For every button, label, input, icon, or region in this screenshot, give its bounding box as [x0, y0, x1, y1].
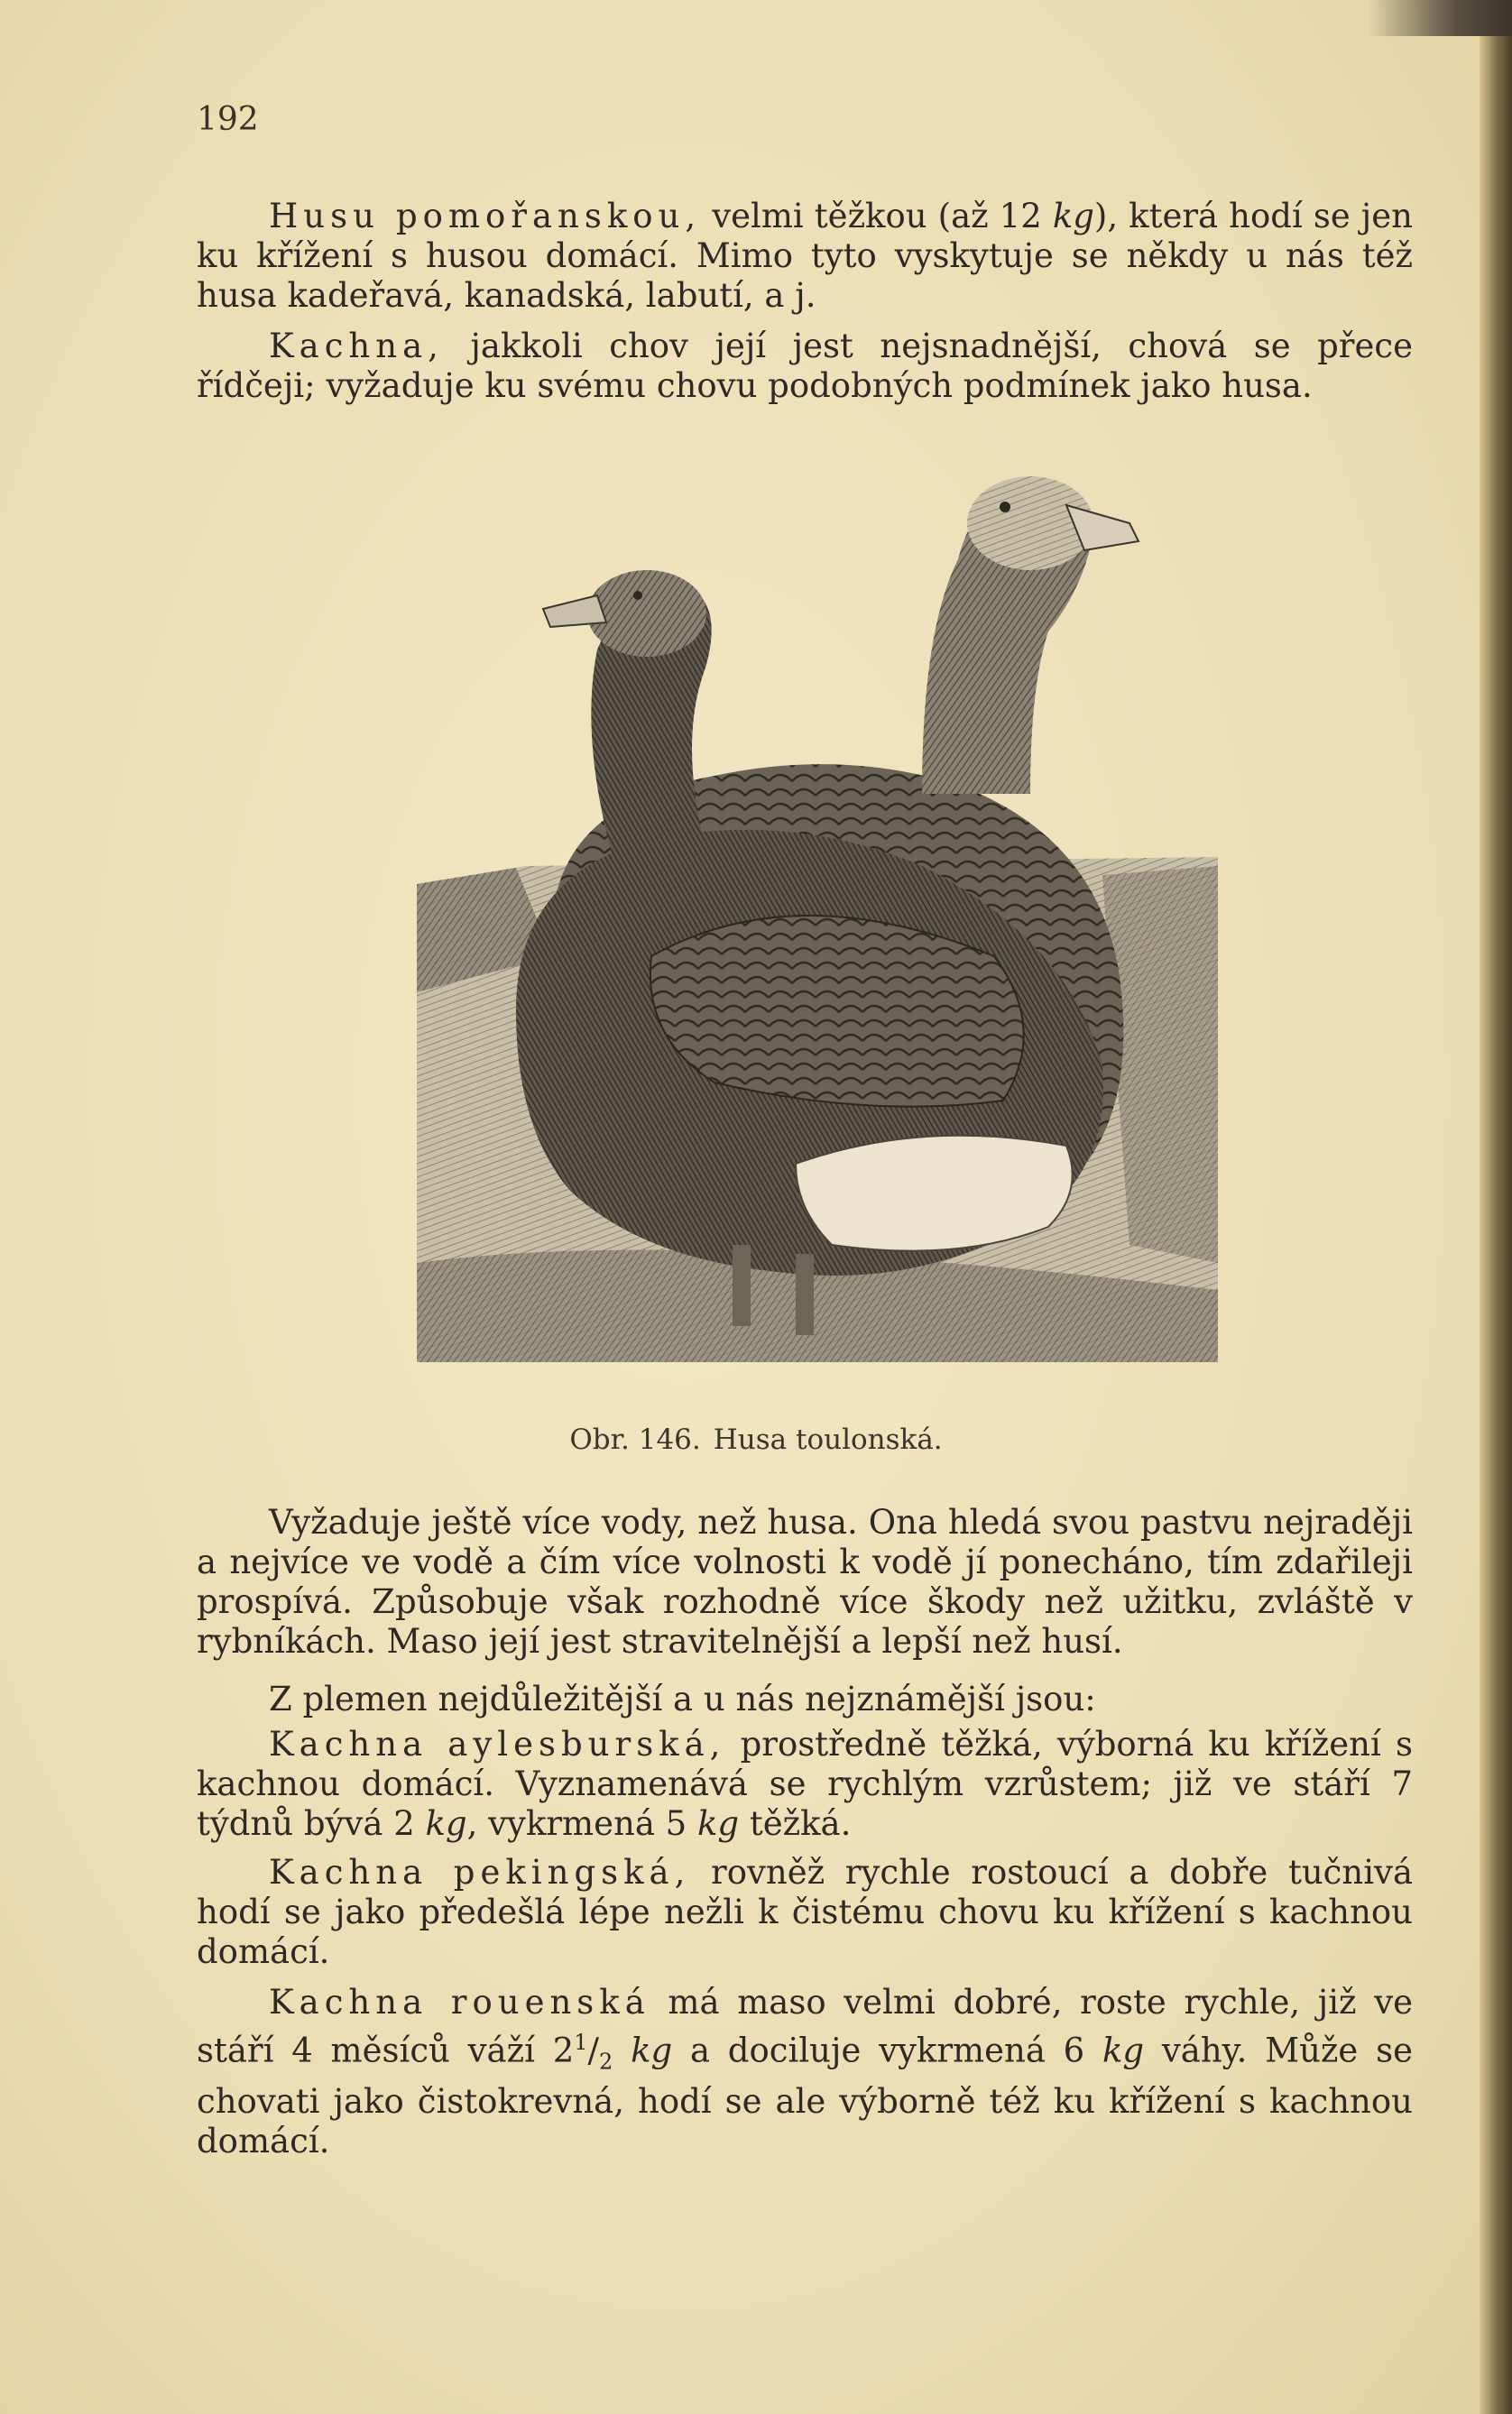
page-number: 192 [197, 101, 259, 138]
paragraph-duck-intro: Kachna, jakkoli chov její jest nejsnadnější, chová se přece řídčeji; vyžaduje ku svému chovu podobných podmínek jako husa. [197, 327, 1413, 405]
term-rouen-duck: Kachna rouenská [269, 1983, 650, 2022]
term-duck: Kachna, [269, 327, 444, 365]
unit-kg: kg [1102, 2031, 1145, 2070]
page-corner-shadow [1368, 0, 1512, 36]
unit-kg: kg [425, 1804, 467, 1843]
paragraph-breeds-intro: Z plemen nejdůležitější a u nás nejznámější jsou: [269, 1680, 1096, 1718]
unit-kg: kg [1052, 197, 1094, 235]
figure-title: Husa toulonská. [713, 1424, 943, 1456]
paragraph-aylesbury-duck: Kachna aylesburská, prostředně těžká, výborná ku křížení s kachnou domácí. Vyznamenává se rychlým vzrůstem; již ve stáří 7 týdnů bývá 2 kg, vykrmená 5 kg těžká. [197, 1725, 1413, 1843]
term-pekin-duck: Kachna pekingská, [269, 1853, 691, 1892]
fraction-denominator: 2 [599, 2049, 613, 2075]
paragraph-pomeranian-goose: Husu pomořanskou, velmi těžkou (až 12 kg), která hodí se jen ku křížení s husou domácí. Mimo tyto vyskytuje se někdy u nás též husa kadeřavá, kanadská, labutí, a j. [197, 197, 1413, 315]
fraction-slash: / [587, 2031, 600, 2070]
term-aylesbury-duck: Kachna aylesburská, [269, 1725, 726, 1764]
figure-toulouse-goose-engraving [417, 451, 1218, 1380]
book-spine-edge [1480, 0, 1512, 2414]
goose-illustration [417, 451, 1218, 1380]
paragraph-duck-water: Vyžaduje ještě více vody, než husa. Ona hledá svou pastvu nejraději a nejvíce ve vodě a čím více volnosti k vodě jí ponecháno, tím zdařileji prospívá. Způsobuje však rozhodně více škody než užitku, zvláště v rybníkách. Maso její jest stravitelnější a lepší než husí. [197, 1503, 1413, 1661]
term-pomeranian-goose: Husu pomořanskou, [269, 197, 702, 235]
unit-kg: kg [696, 1804, 740, 1843]
figure-number: Obr. 146. [569, 1424, 701, 1456]
paragraph-pekin-duck: Kachna pekingská, rovněž rychle rostoucí a dobře tučnivá hodí se jako předešlá lépe nežli k čistému chovu ku křížení s kachnou domácí. [197, 1853, 1414, 1971]
figure-caption [0, 1424, 1512, 1456]
paragraph-rouen-duck: Kachna rouenská má maso velmi dobré, roste rychle, již ve stáří 4 měsíců váží $2^1/_2$ kg a dociluje vykrmená 6 kg váhy. Může se chovati jako čistokrevná, hodí se ale výborně též ku křížení s kachnou domácí. [197, 1983, 1413, 2161]
fraction-numerator: 1 [574, 2030, 588, 2055]
unit-kg: kg [631, 2031, 673, 2070]
